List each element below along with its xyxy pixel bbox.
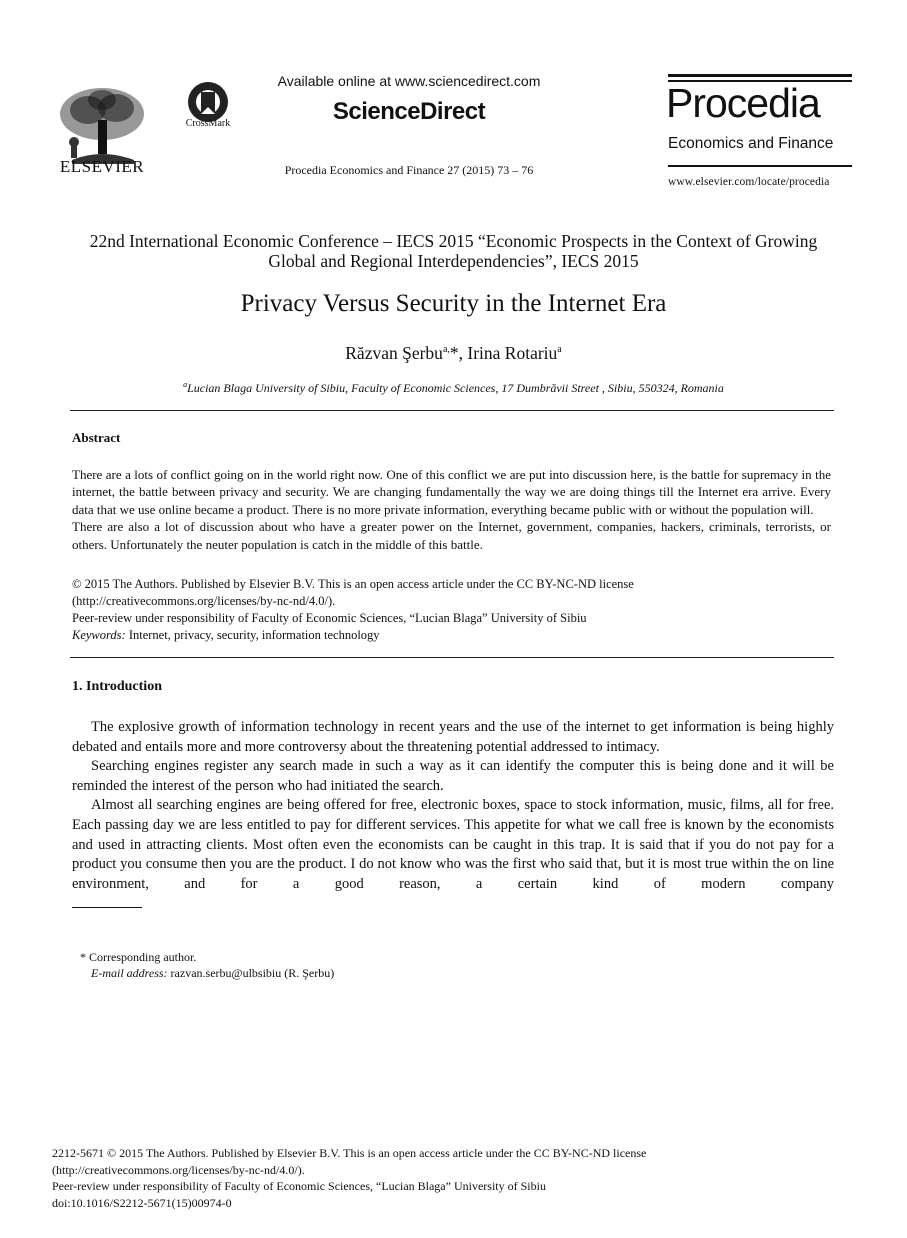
email-label: E-mail address: <box>91 966 168 980</box>
corresponding-star[interactable]: * <box>449 343 459 363</box>
keywords-label: Keywords: <box>72 628 126 642</box>
procedia-rule-top <box>668 74 852 77</box>
abstract-bottom-rule <box>70 657 834 658</box>
copyright-line: © 2015 The Authors. Published by Elsevier B.V. This is an open access article under the CC BY-NC-ND license <box>72 577 634 591</box>
copyright-block <box>72 576 832 644</box>
abstract-top-rule <box>70 410 834 411</box>
procedia-wordmark: Procedia <box>666 80 820 126</box>
peer-review-line: Peer-review under responsibility of Faculty of Economic Sciences, “Lucian Blaga” University of Sibiu <box>72 611 587 625</box>
procedia-rule-bottom <box>668 165 852 167</box>
affiliation-text: Lucian Blaga University of Sibiu, Faculty of Economic Sciences, 17 Dumbrăvii Street , Sibiu, 550324, Romania <box>187 381 724 395</box>
abstract-paragraph-2: There are also a lot of discussion about who have a greater power on the Internet, government, companies, hackers, criminals, terrorists, or others. Unfortunately the neuter population is catch in the middle of this battle. <box>72 519 831 552</box>
page-footer <box>52 1145 852 1211</box>
publisher-name: ELSEVIER <box>59 157 145 176</box>
keywords-line <box>72 627 832 644</box>
author-2-affiliation-mark: a <box>557 344 562 356</box>
footnote-rule <box>72 907 142 908</box>
procedia-url-link[interactable]: www.elsevier.com/locate/procedia <box>668 176 830 188</box>
author-1: Răzvan Şerbu <box>345 343 443 363</box>
footer-peer-review: Peer-review under responsibility of Faculty of Economic Sciences, “Lucian Blaga” University of Sibiu <box>52 1179 546 1193</box>
available-online-link[interactable]: Available online at www.sciencedirect.com <box>277 73 541 89</box>
footnote-star: * <box>80 950 89 964</box>
journal-citation: Procedia Economics and Finance 27 (2015) 73 – 76 <box>284 163 534 177</box>
author-separator: , <box>458 343 468 363</box>
footer-license-link[interactable]: (http://creativecommons.org/licenses/by-nc-nd/4.0/). <box>52 1162 305 1177</box>
introduction-body <box>72 718 834 894</box>
conference-name: 22nd International Economic Conference – IECS 2015 “Economic Prospects in the Context of Growing Global and Regional Interdependencies”, IECS 2015 <box>89 231 818 271</box>
footer-doi[interactable]: doi:10.1016/S2212-5671(15)00974-0 <box>52 1195 232 1210</box>
intro-paragraph-3: Almost all searching engines are being offered for free, electronic boxes, space to stock information, music, films, all for free. Each passing day we are less entitled to pay for different services. This appetite for what we call free is known by the economists and used in attracting clients. Most often even the economists can be caught in this trap. It is said that if you do not pay for a product you consume then you are the product. I do not know who was the first who said that, but it is most true within the on line environment, and for a good reason, a certain kind of modern company <box>72 797 834 892</box>
paper-title: Privacy Versus Security in the Internet Era <box>240 290 667 317</box>
email-note <box>80 965 580 981</box>
email-address[interactable]: razvan.serbu@ulbsibiu (R. Şerbu) <box>167 966 335 980</box>
intro-paragraph-1: The explosive growth of information technology in recent years and the use of the internet to get information is being highly debated and entails more and more controversy about the threatening potential addressed to intimacy. <box>72 719 834 755</box>
abstract-body <box>72 466 831 553</box>
corresponding-author-label: Corresponding author. <box>89 950 197 964</box>
affiliation-mark: a <box>183 380 188 389</box>
abstract-heading: Abstract <box>72 430 121 445</box>
abstract-paragraph-1: There are a lots of conflict going on in the world right now. One of this conflict we are put into discussion here, is the battle for supremacy in the internet, the battle between privacy and security. We are changing fundamentally the way we are doing things till the Internet era arrive. Every data that we use online became a product. There is no more private information, everything became public with or without the population will. <box>72 467 831 517</box>
author-2: Irina Rotariu <box>467 343 558 363</box>
affiliation <box>70 380 837 396</box>
corresponding-author-note <box>80 949 580 965</box>
author-1-affiliation-mark: a, <box>442 344 450 356</box>
author-list <box>70 343 837 364</box>
procedia-subtitle: Economics and Finance <box>668 135 834 152</box>
section-heading-introduction: 1. Introduction <box>72 679 162 694</box>
license-link[interactable]: (http://creativecommons.org/licenses/by-nc-nd/4.0/). <box>72 594 336 608</box>
intro-paragraph-2: Searching engines register any search made in such a way as it can identify the computer this is being done and it will be reminded the interest of the person who had initiated the search. <box>72 758 834 794</box>
keywords-text: Internet, privacy, security, information technology <box>125 628 380 642</box>
footnote <box>80 949 580 981</box>
sciencedirect-wordmark: ScienceDirect <box>332 98 486 125</box>
crossmark-label: CrossMark <box>185 118 231 129</box>
footer-copyright: 2212-5671 © 2015 The Authors. Published by Elsevier B.V. This is an open access article under the CC BY-NC-ND license <box>52 1146 647 1160</box>
